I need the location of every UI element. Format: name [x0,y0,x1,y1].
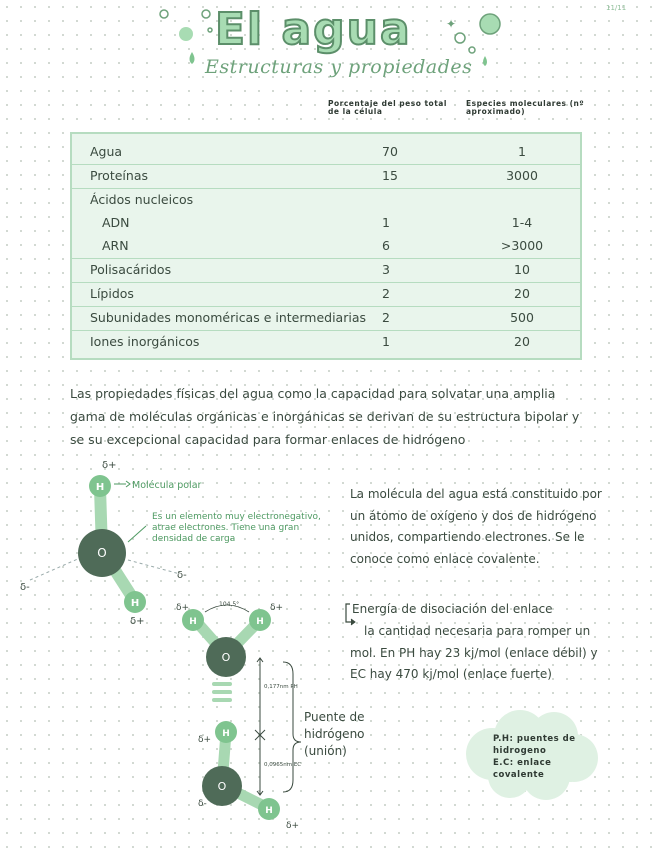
row-name: ADN [102,215,130,230]
bubble-icon [160,10,168,18]
polar-molecule-label: Molécula polar [132,480,202,491]
delta-plus-label: δ+ [286,821,300,831]
hydrogen-label: H [256,617,264,627]
table-row [72,330,580,357]
delta-minus-label: δ- [177,570,187,581]
row-name: Ácidos nucleicos [90,192,194,207]
droplet-icon [190,52,195,64]
hydrogen-label: H [265,806,273,816]
page-title: El agua [215,4,412,55]
delta-plus-label: δ+ [270,603,284,613]
page-number: 11/11 [606,4,627,12]
cloud-line: hidrogeno [493,746,547,756]
row-molecular-species: 20 [514,334,530,349]
hydrogen-label: H [222,729,230,739]
bond-length-label: 0,177nm PH [264,684,298,690]
delta-plus-label: δ+ [130,616,145,627]
svg-text:✦: ✦ [446,17,457,31]
column-header-molecular-species: Especies moleculares (nº aproximado) [466,99,585,116]
row-molecular-species: 3000 [506,168,538,183]
cloud-note [493,733,576,781]
row-molecular-species: 10 [514,262,530,277]
hydrogen-label: H [95,482,105,493]
energy-text: la cantidad necesaria para romper un mol. En PH hay 23 kj/mol (enlace débil) y EC hay 470 kj/mol (enlace fuerte) [350,624,598,681]
row-name: Proteínas [90,168,148,183]
bond-length-label: 0,0965nm EC [264,762,302,768]
oxygen-note: Es un elemento muy electronegativo, atrae electrones. Tiene una gran densidad de carga [152,512,321,544]
row-name: Lípidos [90,286,134,301]
hydrogen-bridge-label: Puente de hidrógeno (unión) [304,710,365,758]
row-name: Iones inorgánicos [90,334,200,349]
row-percentage: 1 [382,334,390,349]
row-molecular-species: 20 [514,286,530,301]
intro-paragraph: Las propiedades físicas del agua como la capacidad para solvatar una amplia gama de moléculas orgánicas e inorgánicas se derivan de su estructura bipolar y se su excepcional capacidad para formar enlaces de hidrógeno [70,386,580,447]
cloud-line: P.H: puentes de [493,734,576,744]
delta-plus-label: δ+ [176,603,190,613]
delta-plus-label: δ+ [198,735,212,745]
page-subtitle: Estructuras y propiedades [205,56,473,78]
row-name: Polisacáridos [90,262,172,277]
cloud-line: E.C: enlace [493,758,552,768]
delta-minus-label: δ- [198,799,207,809]
oxygen-label: O [97,546,107,560]
row-percentage: 2 [382,310,390,325]
oxygen-label: O [217,780,227,793]
table-row [72,164,580,189]
row-percentage: 3 [382,262,390,277]
table-row [72,282,580,307]
table-row [72,306,580,331]
row-percentage: 70 [382,144,398,159]
column-header-percentage: Porcentaje del peso total de la célula [328,99,447,116]
bubble-icon [480,14,500,34]
row-name: ARN [102,238,129,253]
droplet-icon [483,56,487,66]
delta-plus-label: δ+ [102,460,117,471]
row-molecular-species: >3000 [500,238,544,253]
row-molecular-species: 1 [518,144,526,159]
row-percentage: 6 [382,238,390,253]
row-name: Subunidades monoméricas e intermediarias [90,310,366,325]
table-row [72,188,580,259]
bubble-icon [179,27,193,41]
molecule-description: La molécula del agua está constituido por un átomo de oxígeno y dos de hidrógeno unidos, compartiendo electrones. Se le conoce como enlace covalente. [350,487,602,566]
water-molecule-diagram [0,450,340,848]
hydrogen-label: H [130,598,140,609]
oxygen-label: O [221,651,231,664]
bond-angle-label: 104,5° [219,601,240,608]
composition-table [70,132,582,360]
row-percentage: 1 [382,215,390,230]
row-percentage: 2 [382,286,390,301]
row-percentage: 15 [382,168,398,183]
cloud-line: covalente [493,770,545,780]
delta-minus-label: δ- [20,582,30,593]
hydrogen-label: H [189,617,197,627]
energy-title: Energía de disociación del enlace [352,602,553,616]
table-row [72,258,580,283]
row-name: Agua [90,144,123,159]
row-molecular-species: 1-4 [511,215,533,230]
row-molecular-species: 500 [510,310,534,325]
